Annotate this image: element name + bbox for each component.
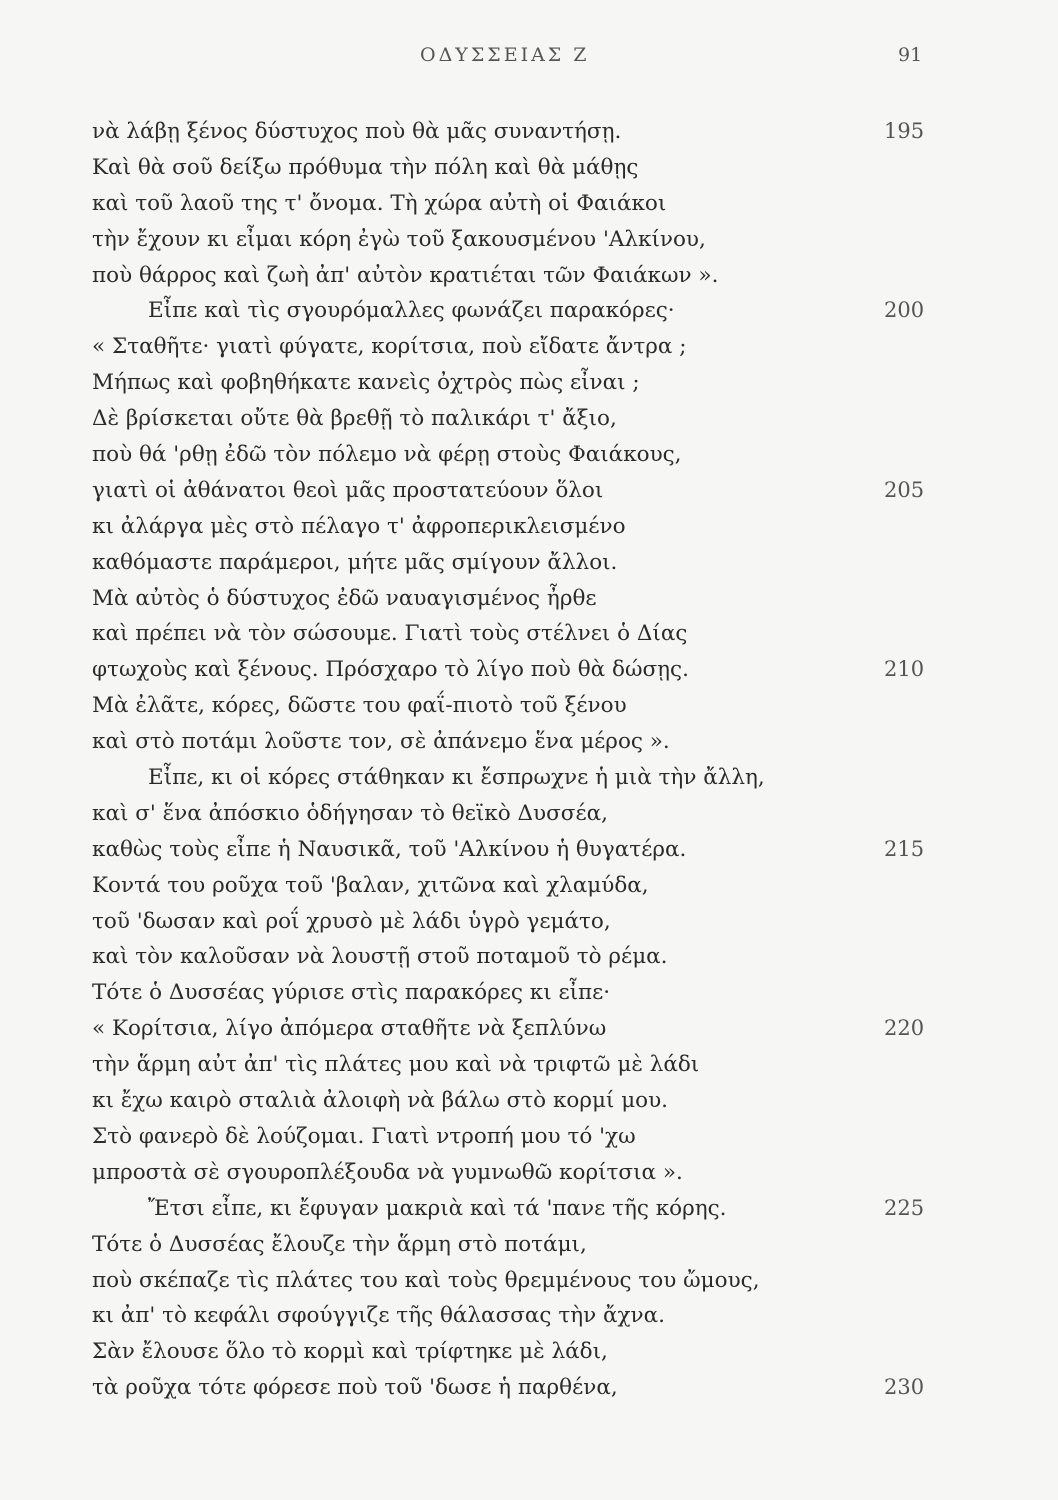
verse-line [0,1266,1058,1302]
verse-line [0,296,1058,332]
running-title: ΟΔΥΣΣΕΙΑΣ Ζ [420,44,590,66]
verse-text: ποὺ σκέπαζε τὶς πλάτες του καὶ τοὺς θρεμμένους του ὤμους, [92,1267,760,1293]
verse-text: καὶ πρέπει νὰ τὸν σώσουμε. Γιατὶ τοὺς στέλνει ὁ Δίας [92,621,688,647]
verse-text: « Σταθῆτε· γιατὶ φύγατε, κορίτσια, ποὺ εἴδατε ἄντρα ; [92,334,687,360]
verse-text: καθὼς τοὺς εἶπε ἡ Ναυσικᾶ, τοῦ 'Αλκίνου ἡ θυγατέρα. [92,836,687,862]
verse-text: φτωχοὺς καὶ ξένους. Πρόσχαρο τὸ λίγο ποὺ θὰ δώσῃς. [92,657,689,683]
verse-line [0,117,1058,153]
verse-line [0,1301,1058,1337]
verse-line [0,584,1058,620]
verse-line [0,440,1058,476]
verse-text: ποὺ θά 'ρθῃ ἐδῶ τὸν πόλεμο νὰ φέρῃ στοὺς Φαιάκους, [92,442,682,468]
verse-text: Εἶπε, κι οἱ κόρες στάθηκαν κι ἔσπρωχνε ἡ μιὰ τὴν ἄλλη, [148,765,765,791]
verse-line [0,368,1058,404]
verse-line [0,799,1058,835]
line-number: 215 [884,836,925,861]
verse-text: μπροστὰ σὲ σγουροπλέξουδα νὰ γυμνωθῶ κορίτσια ». [92,1159,683,1185]
verse-line [0,978,1058,1014]
verse-line [0,225,1058,261]
verse-line [0,548,1058,584]
verse-block [0,117,1058,1409]
verse-text: Σὰν ἔλουσε ὅλο τὸ κορμὶ καὶ τρίφτηκε μὲ λάδι, [92,1339,608,1365]
verse-text: « Κορίτσια, λίγο ἀπόμερα σταθῆτε νὰ ξεπλύνω [92,1016,607,1042]
line-number: 205 [884,477,925,502]
line-number: 200 [884,298,925,323]
verse-text: τὴν ἔχουν κι εἶμαι κόρη ἐγὼ τοῦ ξακουσμένου 'Αλκίνου, [92,226,706,252]
line-number: 210 [884,657,925,682]
verse-text: Κοντά του ροῦχα τοῦ 'βαλαν, χιτῶνα καὶ χλαμύδα, [92,872,649,898]
verse-line [0,1158,1058,1194]
verse-text: καὶ σ' ἕνα ἀπόσκιο ὁδήγησαν τὸ θεϊκὸ Δυσσέα, [92,800,608,826]
verse-text: κι ἀπ' τὸ κεφάλι σφούγγιζε τῆς θάλασσας τὴν ἄχνα. [92,1303,665,1329]
verse-line [0,1194,1058,1230]
line-number: 225 [884,1195,925,1220]
verse-text: Μὰ αὐτὸς ὁ δύστυχος ἐδῶ ναυαγισμένος ἦρθε [92,585,597,611]
verse-line [0,1337,1058,1373]
line-number: 230 [884,1375,925,1400]
verse-line [0,1373,1058,1409]
verse-line [0,655,1058,691]
verse-line [0,1014,1058,1050]
verse-line [0,1086,1058,1122]
verse-line [0,942,1058,978]
verse-line [0,619,1058,655]
verse-line [0,332,1058,368]
verse-text: καὶ τοῦ λαοῦ της τ' ὄνομα. Τὴ χώρα αὐτὴ οἱ Φαιάκοι [92,190,667,216]
verse-text: Ἔτσι εἶπε, κι ἔφυγαν μακριὰ καὶ τά 'πανε τῆς κόρης. [148,1195,727,1221]
verse-line [0,1122,1058,1158]
running-head [0,44,1058,74]
verse-text: Μήπως καὶ φοβηθήκατε κανεὶς ὀχτρὸς πὼς εἶναι ; [92,370,640,396]
verse-text: Δὲ βρίσκεται οὔτε θὰ βρεθῇ τὸ παλικάρι τ' ἄξιο, [92,406,617,432]
verse-line [0,512,1058,548]
verse-line [0,727,1058,763]
verse-text: κι ἀλάργα μὲς στὸ πέλαγο τ' ἀφροπερικλεισμένο [92,513,626,539]
verse-line [0,1230,1058,1266]
verse-text: Καὶ θὰ σοῦ δείξω πρόθυμα τὴν πόλη καὶ θὰ μάθῃς [92,154,639,180]
verse-line [0,261,1058,297]
verse-text: Μὰ ἐλᾶτε, κόρες, δῶστε του φαΐ-πιοτὸ τοῦ ξένου [92,693,627,719]
verse-text: τοῦ 'δωσαν καὶ ροΐ χρυσὸ μὲ λάδι ὑγρὸ γεμάτο, [92,908,611,934]
verse-line [0,763,1058,799]
verse-text: Τότε ὁ Δυσσέας ἔλουζε τὴν ἅρμη στὸ ποτάμι, [92,1231,587,1257]
line-number: 195 [884,119,925,143]
verse-text: Τότε ὁ Δυσσέας γύρισε στὶς παρακόρες κι εἶπε· [92,980,611,1006]
verse-text: τὰ ροῦχα τότε φόρεσε ποὺ τοῦ 'δωσε ἡ παρθένα, [92,1375,618,1401]
verse-text: κι ἔχω καιρὸ σταλιὰ ἀλοιφὴ νὰ βάλω στὸ κορμί μου. [92,1088,669,1114]
verse-line [0,691,1058,727]
verse-line [0,153,1058,189]
verse-text: καὶ στὸ ποτάμι λοῦστε τον, σὲ ἀπάνεμο ἕνα μέρος ». [92,729,670,755]
verse-text: τὴν ἅρμη αὐτ ἀπ' τὶς πλάτες μου καὶ νὰ τριφτῶ μὲ λάδι [92,1052,700,1078]
verse-text: καὶ τὸν καλοῦσαν νὰ λουστῇ στοῦ ποταμοῦ τὸ ρέμα. [92,944,668,970]
verse-line [0,835,1058,871]
verse-text: Εἶπε καὶ τὶς σγουρόμαλλες φωνάζει παρακόρες· [148,298,675,324]
verse-text: ποὺ θάρρος καὶ ζωὴ ἀπ' αὐτὸν κρατιέται τῶν Φαιάκων ». [92,262,719,288]
verse-line [0,189,1058,225]
verse-line [0,907,1058,943]
verse-line [0,1050,1058,1086]
verse-text: νὰ λάβῃ ξένος δύστυχος ποὺ θὰ μᾶς συναντήσῃ. [92,119,622,144]
verse-line [0,476,1058,512]
verse-text: καθόμαστε παράμεροι, μήτε μᾶς σμίγουν ἄλλοι. [92,549,618,575]
verse-line [0,404,1058,440]
verse-line [0,871,1058,907]
verse-text: γιατὶ οἱ ἀθάνατοι θεοὶ μᾶς προστατεύουν ὅλοι [92,477,604,503]
verse-text: Στὸ φανερὸ δὲ λούζομαι. Γιατὶ ντροπή μου τό 'χω [92,1123,636,1149]
page-number: 91 [898,44,923,66]
line-number: 220 [884,1016,925,1041]
